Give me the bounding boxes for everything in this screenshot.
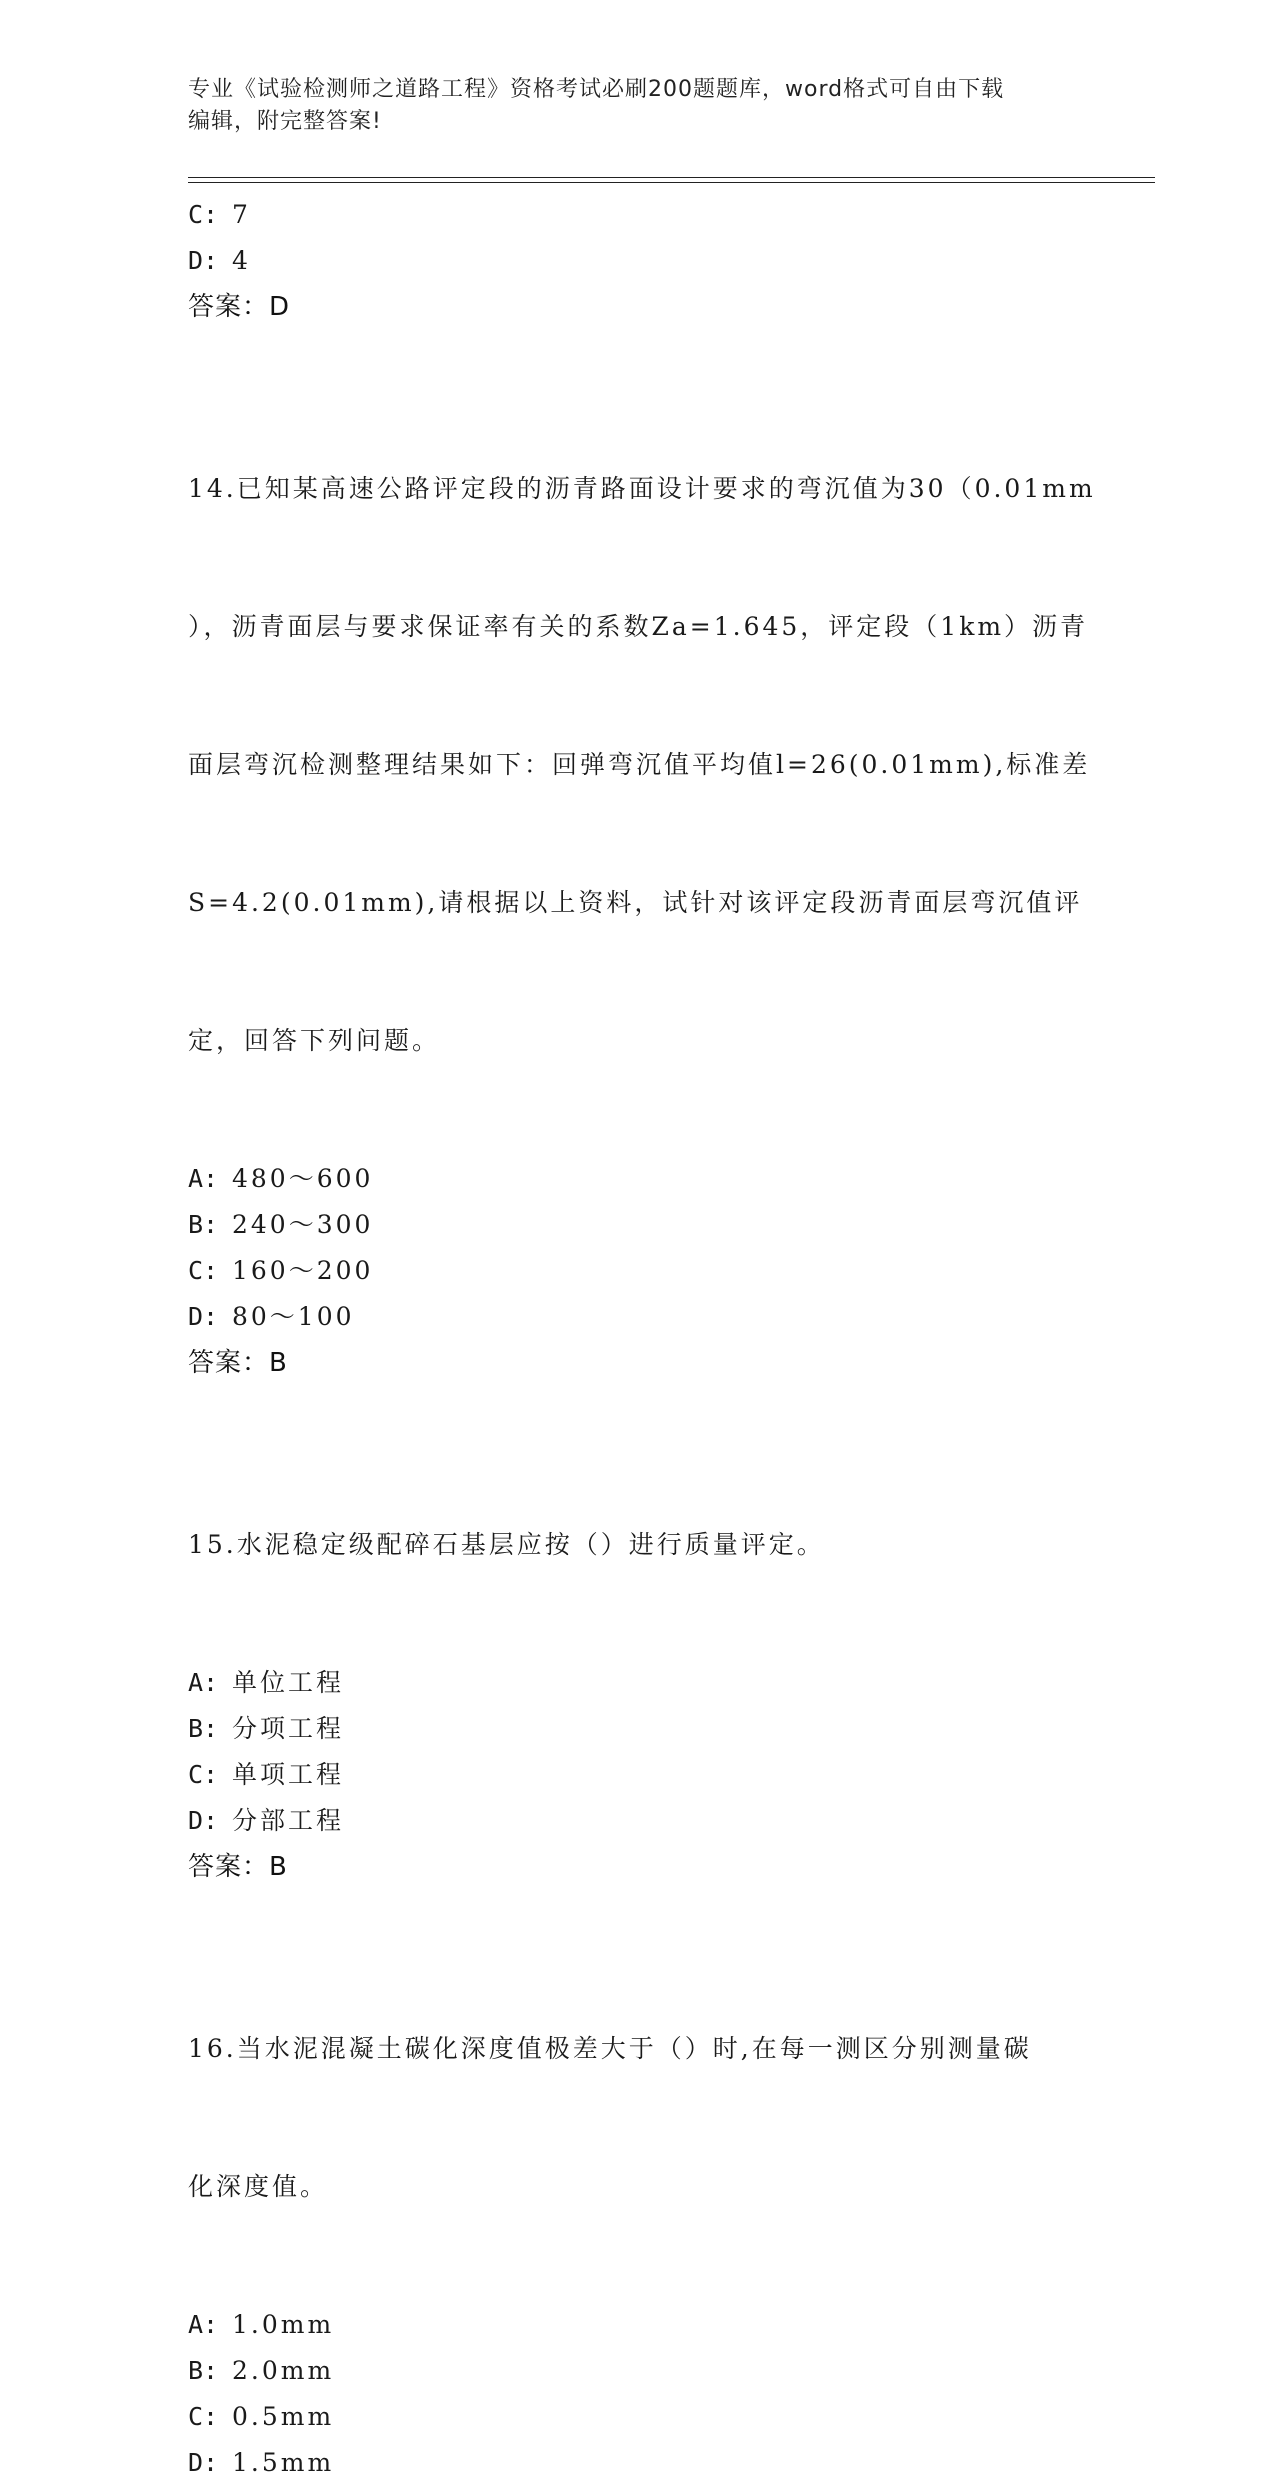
question-line: 化深度值。 — [188, 2172, 329, 2201]
option-key: B: — [188, 1714, 219, 1743]
question-16 — [188, 1934, 1088, 2486]
option-text: 0.5mm — [232, 2402, 335, 2431]
option-text: 160～200 — [232, 1256, 374, 1285]
question-line: 15.水泥稳定级配碎石基层应按（）进行质量评定。 — [188, 1530, 825, 1559]
option-text: 4 — [232, 246, 251, 275]
option-text: 2.0mm — [232, 2356, 335, 2385]
option-key: C: — [188, 2402, 219, 2431]
question-line: 面层弯沉检测整理结果如下：回弹弯沉值平均值l=26(0.01mm),标准差 — [188, 750, 1091, 779]
header-line-1: 专业《试验检测师之道路工程》资格考试必刷200题题库，word格式可自由下载 — [188, 77, 1005, 102]
option-key: C: — [188, 200, 219, 229]
option-a — [188, 1660, 1088, 1706]
option-c — [188, 2394, 1088, 2440]
option-a — [188, 2302, 1088, 2348]
option-c — [188, 1248, 1088, 1294]
option-key: B: — [188, 1210, 219, 1239]
option-c — [188, 1752, 1088, 1798]
option-key: B: — [188, 2356, 219, 2385]
option-d — [188, 1798, 1088, 1844]
spacer — [188, 1386, 1088, 1430]
option-key: D: — [188, 1806, 219, 1835]
option-key: A: — [188, 1164, 219, 1193]
spacer — [188, 1890, 1088, 1934]
answer-line: 答案：B — [188, 1348, 288, 1378]
option-text: 分项工程 — [232, 1714, 345, 1743]
option-b — [188, 1202, 1088, 1248]
option-key: A: — [188, 2310, 219, 2339]
option-text: 单项工程 — [232, 1760, 345, 1789]
option-d — [188, 238, 1088, 284]
question-text — [188, 1934, 1088, 2302]
option-key: C: — [188, 1760, 219, 1789]
question-line: ），沥青面层与要求保证率有关的系数Za=1.645，评定段（1km）沥青 — [188, 612, 1089, 641]
option-key: D: — [188, 246, 219, 275]
option-b — [188, 1706, 1088, 1752]
option-key: C: — [188, 1256, 219, 1285]
question-line: 16.当水泥混凝土碳化深度值极差大于（）时,在每一测区分别测量碳 — [188, 2034, 1032, 2063]
option-d — [188, 1294, 1088, 1340]
question-13-tail — [188, 192, 1088, 330]
answer-line: 答案：D — [188, 292, 291, 322]
header-divider-bottom — [188, 182, 1155, 183]
header-line-2: 编辑，附完整答案! — [188, 109, 382, 134]
option-text: 分部工程 — [232, 1806, 345, 1835]
answer-line: 答案：B — [188, 1852, 288, 1882]
question-15 — [188, 1430, 1088, 1890]
question-line: S=4.2(0.01mm),请根据以上资料，试针对该评定段沥青面层弯沉值评 — [188, 888, 1083, 917]
option-text: 240～300 — [232, 1210, 374, 1239]
option-text: 1.0mm — [232, 2310, 335, 2339]
question-14 — [188, 374, 1096, 1386]
option-c — [188, 192, 1088, 238]
question-text — [188, 1430, 1088, 1660]
question-line: 14.已知某高速公路评定段的沥青路面设计要求的弯沉值为30（0.01mm — [188, 474, 1096, 503]
question-text — [188, 374, 1096, 1156]
option-a — [188, 1156, 1088, 1202]
option-key: D: — [188, 2448, 219, 2477]
question-line: 定，回答下列问题。 — [188, 1026, 441, 1055]
option-key: D: — [188, 1302, 219, 1331]
spacer — [188, 330, 1088, 374]
option-b — [188, 2348, 1088, 2394]
option-d — [188, 2440, 1088, 2486]
option-text: 80～100 — [232, 1302, 355, 1331]
question-content — [188, 192, 1096, 2486]
header-divider-top — [188, 177, 1155, 178]
option-text: 480～600 — [232, 1164, 374, 1193]
option-key: A: — [188, 1668, 219, 1697]
page-header — [188, 74, 1068, 138]
option-text: 单位工程 — [232, 1668, 345, 1697]
option-text: 7 — [232, 200, 251, 229]
option-text: 1.5mm — [232, 2448, 335, 2477]
